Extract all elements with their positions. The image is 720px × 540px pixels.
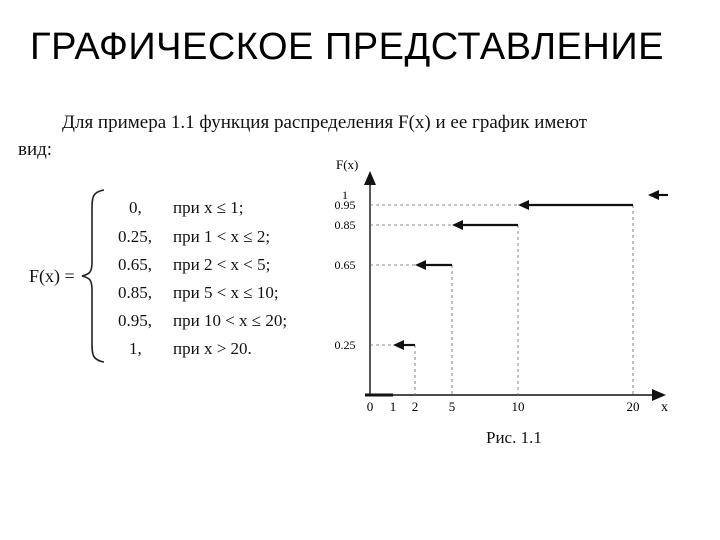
y-tick-label: 0.25 <box>334 338 356 352</box>
y-axis-label: F(x) <box>336 157 359 172</box>
case-value: 0.65, <box>118 255 152 274</box>
x-tick-label: 0 <box>366 399 374 414</box>
case-condition: при 2 < x < 5; <box>173 255 271 274</box>
case-condition: при 5 < x ≤ 10; <box>173 283 279 302</box>
x-axis-label: x <box>661 400 668 415</box>
y-tick-label: 1 <box>342 188 348 202</box>
x-tick-label: 20 <box>626 399 640 414</box>
intro-text: Для примера 1.1 функция распределения F(x) и ее график имеют <box>62 112 588 133</box>
x-tick-label: 10 <box>511 399 525 414</box>
case-condition: при x ≤ 1; <box>173 198 244 217</box>
step-arrow-icon <box>452 220 463 230</box>
figure-caption: Рис. 1.1 <box>486 428 542 447</box>
page-title: ГРАФИЧЕСКОЕ ПРЕДСТАВЛЕНИЕ <box>30 26 664 68</box>
step-arrow-icon <box>393 340 404 350</box>
function-label: F(x) = <box>29 266 75 286</box>
case-condition: при 1 < x ≤ 2; <box>173 227 271 246</box>
case-value: 1, <box>129 339 142 358</box>
y-axis-arrow-icon <box>364 171 376 185</box>
case-value: 0.25, <box>118 227 152 246</box>
x-tick-label: 5 <box>448 399 456 414</box>
case-value: 0.85, <box>118 283 152 302</box>
case-value: 0.95, <box>118 311 152 330</box>
case-condition: при x > 20. <box>173 339 252 358</box>
x-tick-label: 1 <box>389 399 397 414</box>
y-tick-label: 0.65 <box>334 258 356 272</box>
y-tick-label: 0.95 <box>334 198 356 212</box>
step-arrow-icon <box>648 190 659 200</box>
case-condition: при 10 < x ≤ 20; <box>173 311 288 330</box>
intro-text-continuation: вид: <box>18 139 53 160</box>
x-tick-label: 2 <box>411 399 419 414</box>
step-arrow-icon <box>518 200 529 210</box>
case-value: 0, <box>129 198 142 217</box>
step-arrow-icon <box>415 260 426 270</box>
y-tick-label: 0.85 <box>334 218 356 232</box>
